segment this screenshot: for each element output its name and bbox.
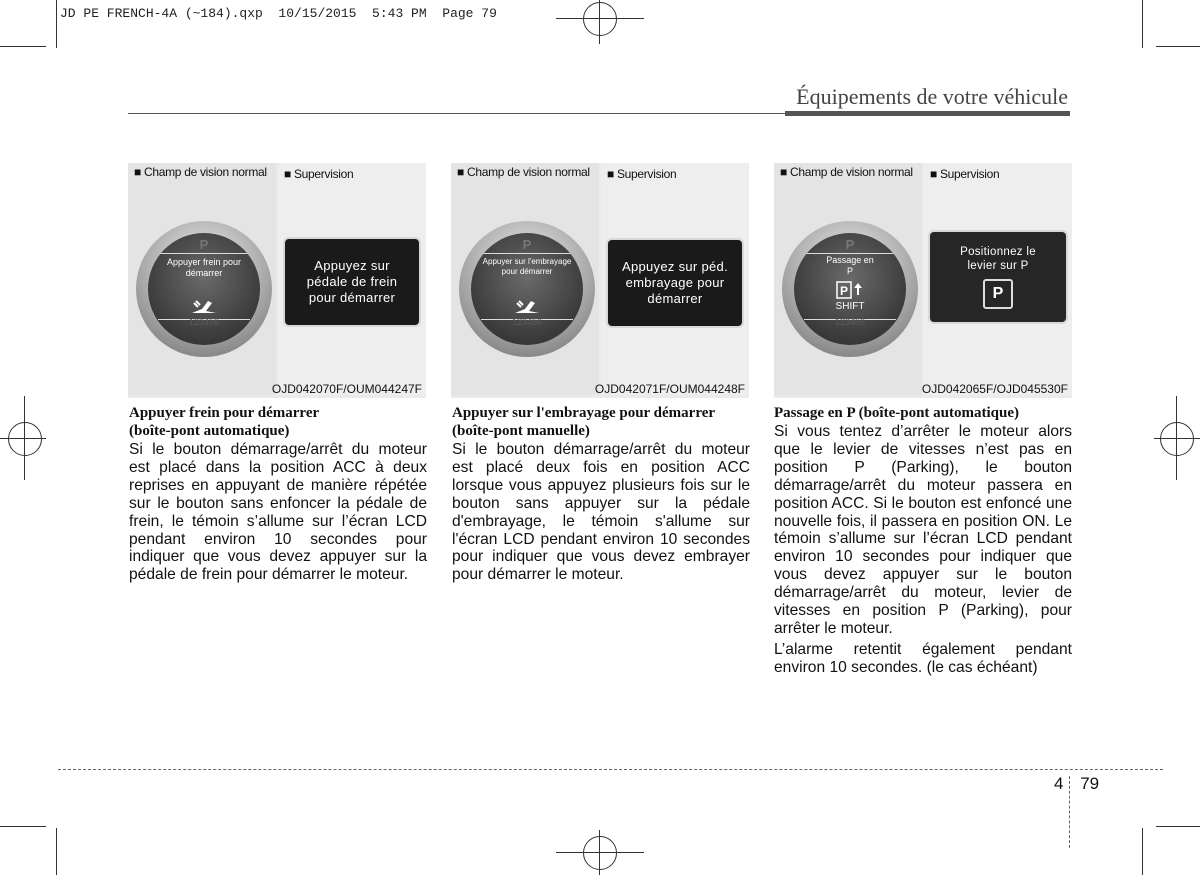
brake-pedal-icon bbox=[188, 297, 220, 317]
figure-caption-normal: ■ Champ de vision normal bbox=[134, 165, 267, 179]
figure-caption-supervision: ■ Supervision bbox=[930, 167, 1000, 181]
registration-mark bbox=[599, 0, 600, 44]
crop-mark bbox=[56, 828, 57, 875]
supervision-panel bbox=[278, 163, 426, 395]
section-title: Appuyer sur l'embrayage pour démarrer (boîte-pont manuelle) bbox=[452, 405, 715, 439]
footer-rule bbox=[58, 769, 1163, 770]
normal-view-panel bbox=[451, 163, 599, 395]
odometer: 123456 bbox=[511, 317, 543, 327]
normal-view-panel bbox=[128, 163, 276, 395]
figure-code: OJD042070F/OUM044247F bbox=[271, 382, 422, 396]
page-in-chapter: 79 bbox=[1080, 774, 1100, 793]
figure-code: OJD042065F/OJD045530F bbox=[921, 382, 1068, 396]
normal-view-panel bbox=[774, 163, 922, 395]
section-body: Si le bouton démarrage/arrêt du moteur est placé deux fois en position ACC lorsque vous appuyez plusieurs fois sur le bouton sans appuyer sur la pédale d'embrayage, le témoin s'allume sur l'écran LCD pendant environ 10 secondes pour indiquer que vous devez embrayer pour démarrer le moteur. bbox=[452, 441, 750, 584]
gear-indicator: P bbox=[845, 237, 855, 252]
figure-brake-start bbox=[128, 163, 426, 398]
section-brake-start bbox=[129, 404, 427, 584]
lcd-display bbox=[608, 240, 742, 326]
gauge-message: Passage en P bbox=[826, 255, 874, 276]
park-icon: P bbox=[983, 279, 1013, 309]
gear-indicator: P bbox=[522, 237, 532, 252]
registration-mark bbox=[1160, 422, 1194, 456]
lcd-display bbox=[930, 232, 1066, 322]
figure-caption-normal: ■ Champ de vision normal bbox=[457, 165, 590, 179]
svg-text:P: P bbox=[839, 284, 849, 298]
crop-mark bbox=[1142, 828, 1143, 875]
section-note: L’alarme retentit également pendant environ 10 secondes. (le cas échéant) bbox=[774, 640, 1072, 676]
lcd-message: Positionnez le levier sur P bbox=[960, 246, 1036, 272]
crop-mark bbox=[0, 46, 46, 47]
section-body: Si le bouton démarrage/arrêt du moteur est placé dans la position ACC à deux reprises en appuyant de manière répétée sur le bouton sans enfoncer la pédale de frein, le témoin s’allume sur l’écran LCD pendant environ 10 secondes pour indiquer que vous devez appuyer sur la pédale de frein pour démarrer le moteur. bbox=[129, 441, 427, 584]
registration-mark bbox=[0, 438, 46, 439]
clutch-pedal-icon bbox=[511, 297, 543, 317]
lcd-message: Appuyez sur pédale de frein pour démarrer bbox=[306, 258, 398, 305]
registration-mark bbox=[556, 852, 644, 853]
speedometer-gauge bbox=[459, 221, 595, 357]
odometer: 123456 bbox=[834, 317, 866, 327]
crop-mark bbox=[0, 826, 46, 827]
odometer: 123456 bbox=[188, 317, 220, 327]
registration-mark bbox=[583, 836, 617, 870]
speedometer-gauge bbox=[782, 221, 918, 357]
section-title: Passage en P (boîte-pont automatique) bbox=[774, 405, 1019, 421]
gauge-message: Appuyer frein pour démarrer bbox=[166, 257, 242, 278]
chapter-title: Équipements de votre véhicule bbox=[796, 84, 1068, 109]
registration-mark bbox=[556, 18, 644, 19]
gear-indicator: P bbox=[199, 237, 209, 252]
page-number-divider bbox=[1069, 776, 1070, 848]
crop-mark bbox=[56, 0, 57, 48]
section-title: Appuyer frein pour démarrer (boîte-pont automatique) bbox=[129, 405, 319, 439]
crop-mark bbox=[1142, 0, 1143, 48]
figure-shift-to-p bbox=[774, 163, 1072, 398]
shift-label: SHIFT bbox=[835, 301, 865, 312]
registration-mark bbox=[1154, 438, 1200, 439]
print-slug: JD PE FRENCH-4A (~184).qxp 10/15/2015 5:43 PM Page 79 bbox=[60, 6, 497, 21]
section-clutch-start bbox=[452, 404, 750, 584]
section-shift-to-p bbox=[774, 404, 1072, 677]
figure-caption-supervision: ■ Supervision bbox=[284, 167, 354, 181]
header-bar bbox=[785, 111, 1070, 116]
speedometer-gauge bbox=[136, 221, 272, 357]
crop-mark bbox=[1156, 46, 1200, 47]
lcd-message: Appuyez sur péd. embrayage pour démarrer bbox=[622, 259, 728, 306]
supervision-panel bbox=[601, 163, 749, 395]
crop-mark bbox=[1156, 826, 1200, 827]
gauge-message: Appuyer sur l'embrayage pour démarrer bbox=[482, 257, 572, 276]
figure-caption-normal: ■ Champ de vision normal bbox=[780, 165, 913, 179]
figure-code: OJD042071F/OUM044248F bbox=[594, 382, 745, 396]
figure-caption-supervision: ■ Supervision bbox=[607, 167, 677, 181]
registration-mark bbox=[583, 2, 617, 36]
shift-p-icon bbox=[836, 281, 866, 299]
figure-clutch-start bbox=[451, 163, 749, 398]
page-number bbox=[1054, 774, 1099, 794]
registration-mark bbox=[8, 422, 42, 456]
lcd-display bbox=[285, 239, 419, 325]
section-body: Si vous tentez d’arrêter le moteur alors que le levier de vitesses n’est pas en position P (Parking), le bouton démarrage/arrêt du moteur passera en position ACC. Si le bouton est enfoncé une nouvelle fois, il passera en position ON. Le témoin s’allume sur l’écran LCD pendant environ 10 secondes pour indiquer que vous devez appuyer sur le bouton démarrage/arrêt du moteur, levier de vitesses en position P (Parking), pour arrêter le moteur. bbox=[774, 423, 1072, 637]
supervision-panel bbox=[921, 163, 1072, 396]
chapter-number: 4 bbox=[1054, 774, 1064, 793]
